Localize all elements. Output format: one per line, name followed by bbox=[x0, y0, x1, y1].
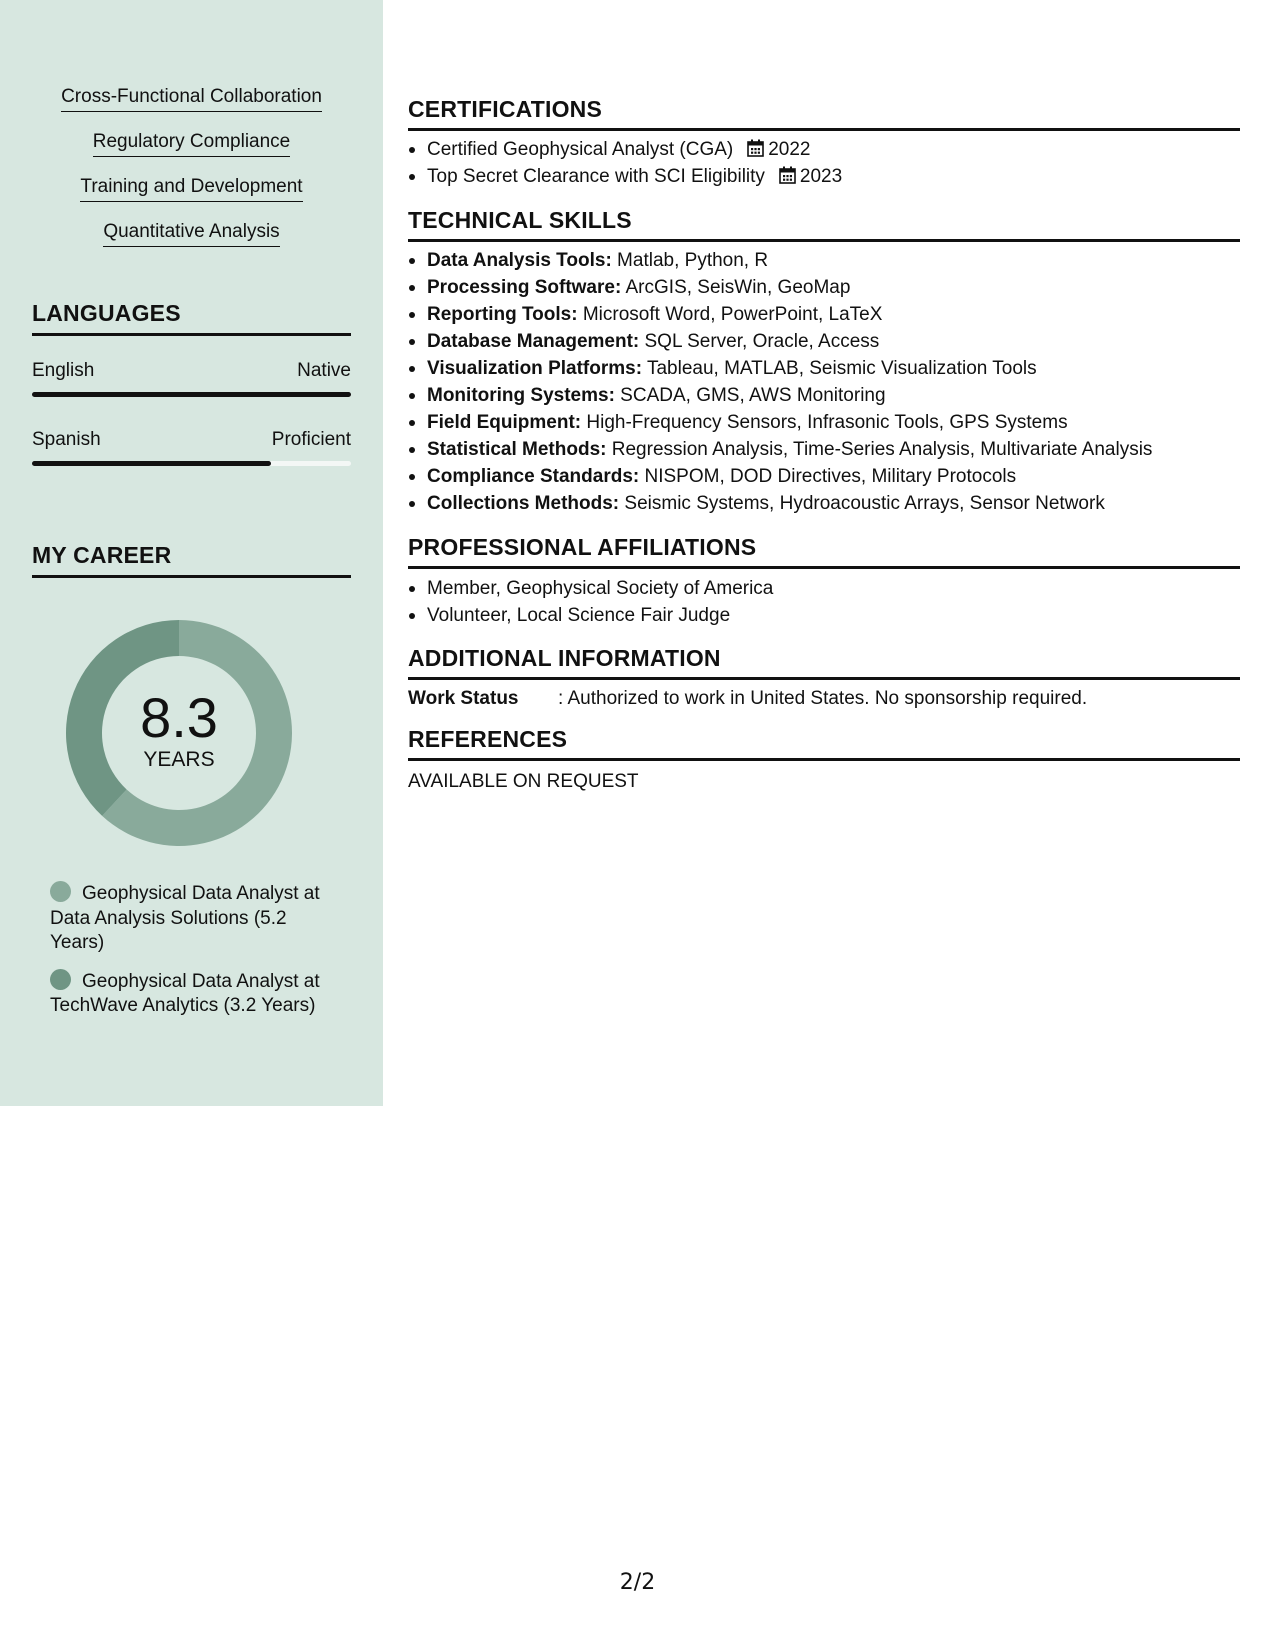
technical-skill-item bbox=[408, 355, 1240, 382]
additional-info-heading: ADDITIONAL INFORMATION bbox=[408, 645, 1240, 680]
technical-skill-item bbox=[408, 274, 1240, 301]
skill-category: Field Equipment: bbox=[427, 412, 582, 433]
certification-item bbox=[408, 136, 1240, 163]
career-legend-item bbox=[50, 969, 340, 1019]
affiliation-item: Member, Geophysical Society of America bbox=[408, 575, 1240, 602]
technical-skill-item bbox=[408, 247, 1240, 274]
language-name: Spanish bbox=[32, 429, 101, 450]
affiliations-heading: PROFESSIONAL AFFILIATIONS bbox=[408, 534, 1240, 569]
page-number: 2/2 bbox=[619, 1570, 656, 1595]
certifications-list bbox=[408, 136, 1240, 190]
language-spanish bbox=[32, 429, 351, 466]
language-name: English bbox=[32, 360, 95, 381]
technical-skill-item bbox=[408, 409, 1240, 436]
legend-dot-icon bbox=[50, 969, 71, 990]
technical-skills-heading: TECHNICAL SKILLS bbox=[408, 207, 1240, 242]
career-donut-chart bbox=[66, 620, 292, 846]
language-bar-fill bbox=[32, 392, 351, 397]
skill-values: ArcGIS, SeisWin, GeoMap bbox=[621, 277, 851, 298]
skill-category: Visualization Platforms: bbox=[427, 358, 643, 379]
work-status-value: : Authorized to work in United States. No sponsorship required. bbox=[558, 688, 1088, 709]
skill-values: Microsoft Word, PowerPoint, LaTeX bbox=[577, 304, 883, 325]
skill-category: Monitoring Systems: bbox=[427, 385, 615, 406]
language-bar-fill bbox=[32, 461, 271, 466]
skill-tags bbox=[0, 86, 383, 266]
sidebar bbox=[0, 0, 383, 1106]
skill-category: Compliance Standards: bbox=[427, 466, 640, 487]
work-status-label: Work Status bbox=[408, 688, 519, 709]
skill-tag: Cross-Functional Collaboration bbox=[61, 86, 322, 112]
skill-values: SCADA, GMS, AWS Monitoring bbox=[614, 385, 886, 406]
language-level: Proficient bbox=[271, 429, 351, 450]
skill-values: Tableau, MATLAB, Seismic Visualization Tools bbox=[642, 358, 1037, 379]
calendar-icon bbox=[747, 139, 764, 157]
skill-tag: Training and Development bbox=[80, 176, 302, 202]
certifications-heading: CERTIFICATIONS bbox=[408, 96, 1240, 131]
skill-values: Regression Analysis, Time-Series Analysis, Multivariate Analysis bbox=[606, 439, 1153, 460]
skill-values: SQL Server, Oracle, Access bbox=[639, 331, 880, 352]
skill-values: Matlab, Python, R bbox=[611, 250, 769, 271]
certification-year: 2022 bbox=[768, 139, 811, 160]
certification-item bbox=[408, 163, 1240, 190]
career-total-years: 8.3 bbox=[140, 686, 218, 749]
skill-category: Database Management: bbox=[427, 331, 640, 352]
legend-dot-icon bbox=[50, 881, 71, 902]
technical-skill-item bbox=[408, 328, 1240, 355]
skill-category: Processing Software: bbox=[427, 277, 622, 298]
skill-category: Data Analysis Tools: bbox=[427, 250, 612, 271]
language-bar bbox=[32, 392, 351, 397]
technical-skill-item bbox=[408, 490, 1240, 517]
technical-skill-item bbox=[408, 382, 1240, 409]
certification-name: Top Secret Clearance with SCI Eligibility bbox=[427, 166, 765, 187]
career-legend-item bbox=[50, 881, 340, 956]
career-donut-center bbox=[66, 620, 292, 846]
references-heading: REFERENCES bbox=[408, 726, 1240, 761]
certification-year: 2023 bbox=[799, 166, 843, 187]
career-heading: MY CAREER bbox=[32, 542, 351, 578]
technical-skill-item bbox=[408, 436, 1240, 463]
language-level: Native bbox=[297, 360, 351, 381]
references-text: AVAILABLE ON REQUEST bbox=[408, 771, 639, 792]
skill-tag: Quantitative Analysis bbox=[103, 221, 279, 247]
languages-heading: LANGUAGES bbox=[32, 300, 351, 336]
work-status-row bbox=[408, 688, 1087, 710]
language-bar bbox=[32, 461, 351, 466]
language-english bbox=[32, 360, 351, 397]
career-legend-label: Geophysical Data Analyst at Data Analysis Solutions (5.2 Years) bbox=[50, 883, 320, 953]
skill-values: High-Frequency Sensors, Infrasonic Tools, GPS Systems bbox=[581, 412, 1068, 433]
affiliation-item: Volunteer, Local Science Fair Judge bbox=[408, 602, 1240, 629]
skill-values: Seismic Systems, Hydroacoustic Arrays, Sensor Network bbox=[619, 493, 1105, 514]
skill-category: Statistical Methods: bbox=[427, 439, 607, 460]
career-legend bbox=[50, 881, 340, 1032]
technical-skills-list bbox=[408, 247, 1240, 517]
skill-tag: Regulatory Compliance bbox=[93, 131, 291, 157]
certification-name: Certified Geophysical Analyst (CGA) bbox=[427, 139, 734, 160]
technical-skill-item bbox=[408, 301, 1240, 328]
calendar-icon bbox=[779, 166, 796, 184]
career-total-unit: YEARS bbox=[143, 748, 215, 771]
career-legend-label: Geophysical Data Analyst at TechWave Analytics (3.2 Years) bbox=[50, 970, 320, 1016]
affiliations-list bbox=[408, 575, 1240, 629]
skill-category: Collections Methods: bbox=[427, 493, 620, 514]
skill-category: Reporting Tools: bbox=[427, 304, 578, 325]
technical-skill-item bbox=[408, 463, 1240, 490]
skill-values: NISPOM, DOD Directives, Military Protocols bbox=[639, 466, 1017, 487]
